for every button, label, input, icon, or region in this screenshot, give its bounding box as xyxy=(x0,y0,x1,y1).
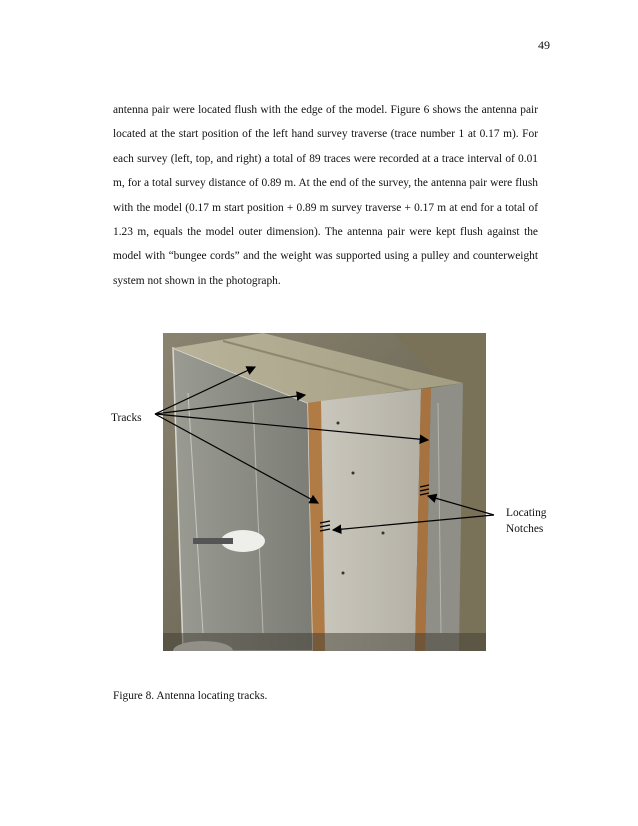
label-notches-line1: Locating xyxy=(506,507,547,519)
label-notches-line2: Notches xyxy=(506,523,544,535)
figure-photo xyxy=(163,333,486,651)
page-number: 49 xyxy=(538,38,550,52)
body-paragraph: antenna pair were located flush with the edge of the model. Figure 6 shows the antenna pair located at the start position of the left hand survey traverse (trace number 1 at 0.17 m). For each survey (left, top, and right) a total of 89 traces were recorded at a trace interval of 0.01 m, for a total survey distance of 0.89 m. At the end of the survey, the antenna pair were flush with the model (0.17 m start position + 0.89 m survey traverse + 0.17 m at end for a total of 1.23 m, equals the model outer dimension). The antenna pair were kept flush against the model with “bungee cords” and the weight was supported using a pulley and counterweight system not shown in the photograph. xyxy=(113,104,538,287)
label-tracks: Tracks xyxy=(111,412,142,424)
label-locating-notches xyxy=(506,505,547,537)
figure-caption: Figure 8. Antenna locating tracks. xyxy=(113,690,268,702)
